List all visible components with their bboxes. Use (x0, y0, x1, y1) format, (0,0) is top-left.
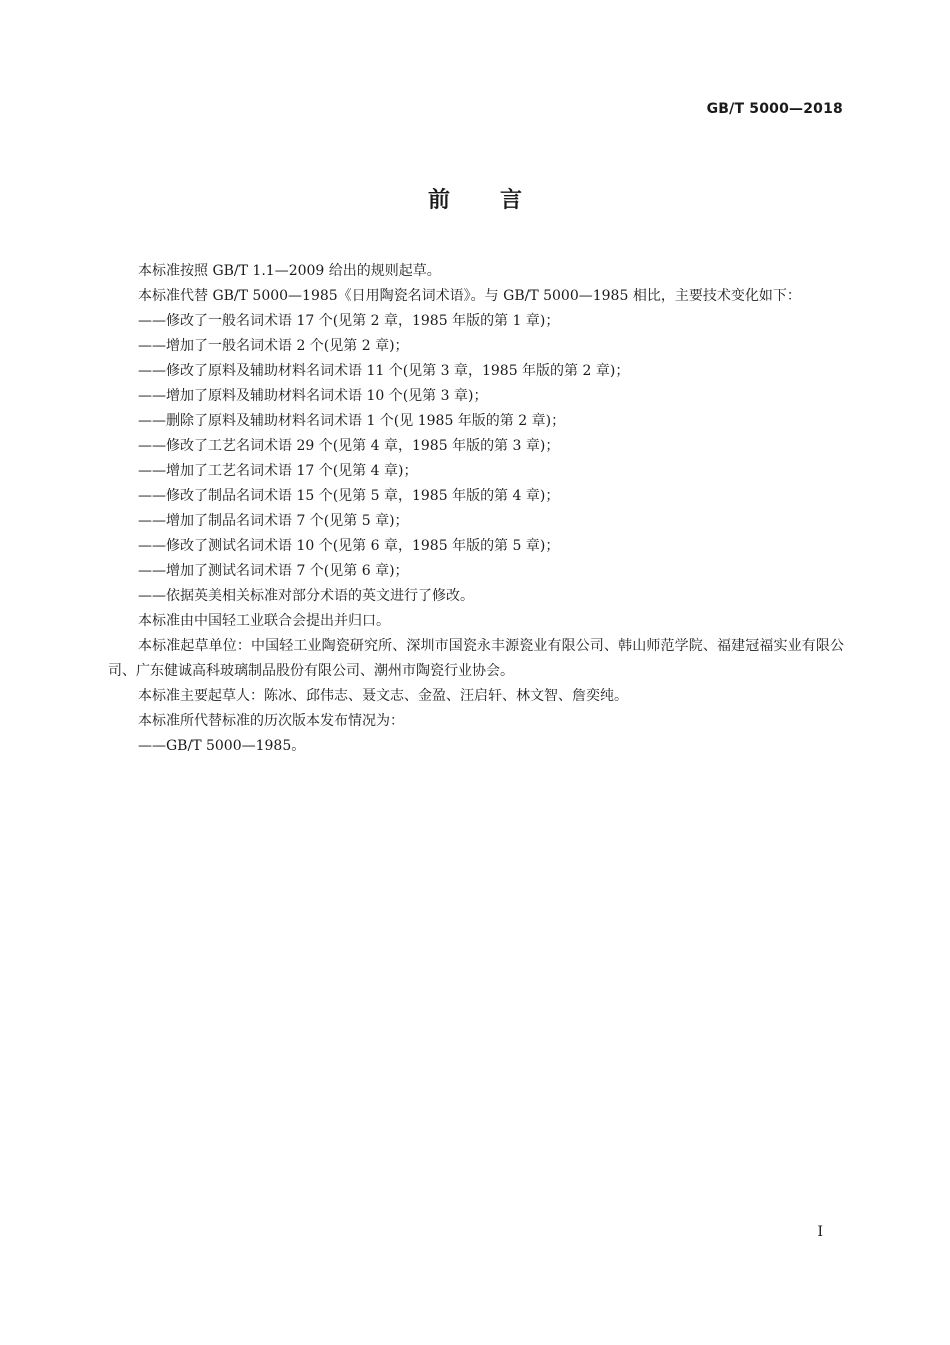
list-item: ——增加了测试名词术语 7 个(见第 6 章)； (138, 563, 409, 579)
paragraph-history: 本标准所代替标准的历次版本发布情况为： (138, 713, 404, 729)
list-item: ——增加了一般名词术语 2 个(见第 2 章)； (138, 338, 409, 354)
list-item: ——依据英美相关标准对部分术语的英文进行了修改。 (138, 588, 474, 604)
page-number: I (817, 1224, 823, 1240)
list-item: ——GB/T 5000—1985。 (138, 738, 306, 754)
foreword-body (108, 259, 844, 759)
list-item: ——修改了测试名词术语 10 个(见第 6 章，1985 年版的第 5 章)； (138, 538, 560, 554)
list-item: ——修改了一般名词术语 17 个(见第 2 章，1985 年版的第 1 章)； (138, 313, 560, 329)
paragraph-drafting-rules: 本标准按照 GB/T 1.1—2009 给出的规则起草。 (138, 263, 441, 279)
standard-code: GB/T 5000—2018 (706, 101, 843, 117)
list-item: ——增加了工艺名词术语 17 个(见第 4 章)； (138, 463, 418, 479)
list-item: ——增加了制品名词术语 7 个(见第 5 章)； (138, 513, 409, 529)
paragraph-drafting-units: 本标准起草单位：中国轻工业陶瓷研究所、深圳市国瓷永丰源瓷业有限公司、韩山师范学院、福建冠福实业有限公司、广东健诚高科玻璃制品股份有限公司、潮州市陶瓷行业协会。 (108, 638, 844, 679)
list-item: ——修改了原料及辅助材料名词术语 11 个(见第 3 章，1985 年版的第 2 章)； (138, 363, 630, 379)
list-item: ——修改了工艺名词术语 29 个(见第 4 章，1985 年版的第 3 章)； (138, 438, 560, 454)
page-title: 前言 (427, 188, 572, 213)
list-item: ——修改了制品名词术语 15 个(见第 5 章，1985 年版的第 4 章)； (138, 488, 560, 504)
list-item: ——删除了原料及辅助材料名词术语 1 个(见 1985 年版的第 2 章)； (138, 413, 566, 429)
paragraph-drafters: 本标准主要起草人：陈冰、邱伟志、聂文志、金盈、汪启轩、林文智、詹奕纯。 (138, 688, 628, 704)
paragraph-proposer: 本标准由中国轻工业联合会提出并归口。 (138, 613, 390, 629)
paragraph-replaces: 本标准代替 GB/T 5000—1985《日用陶瓷名词术语》。与 GB/T 5000—1985 相比，主要技术变化如下： (138, 288, 801, 304)
list-item: ——增加了原料及辅助材料名词术语 10 个(见第 3 章)； (138, 388, 488, 404)
